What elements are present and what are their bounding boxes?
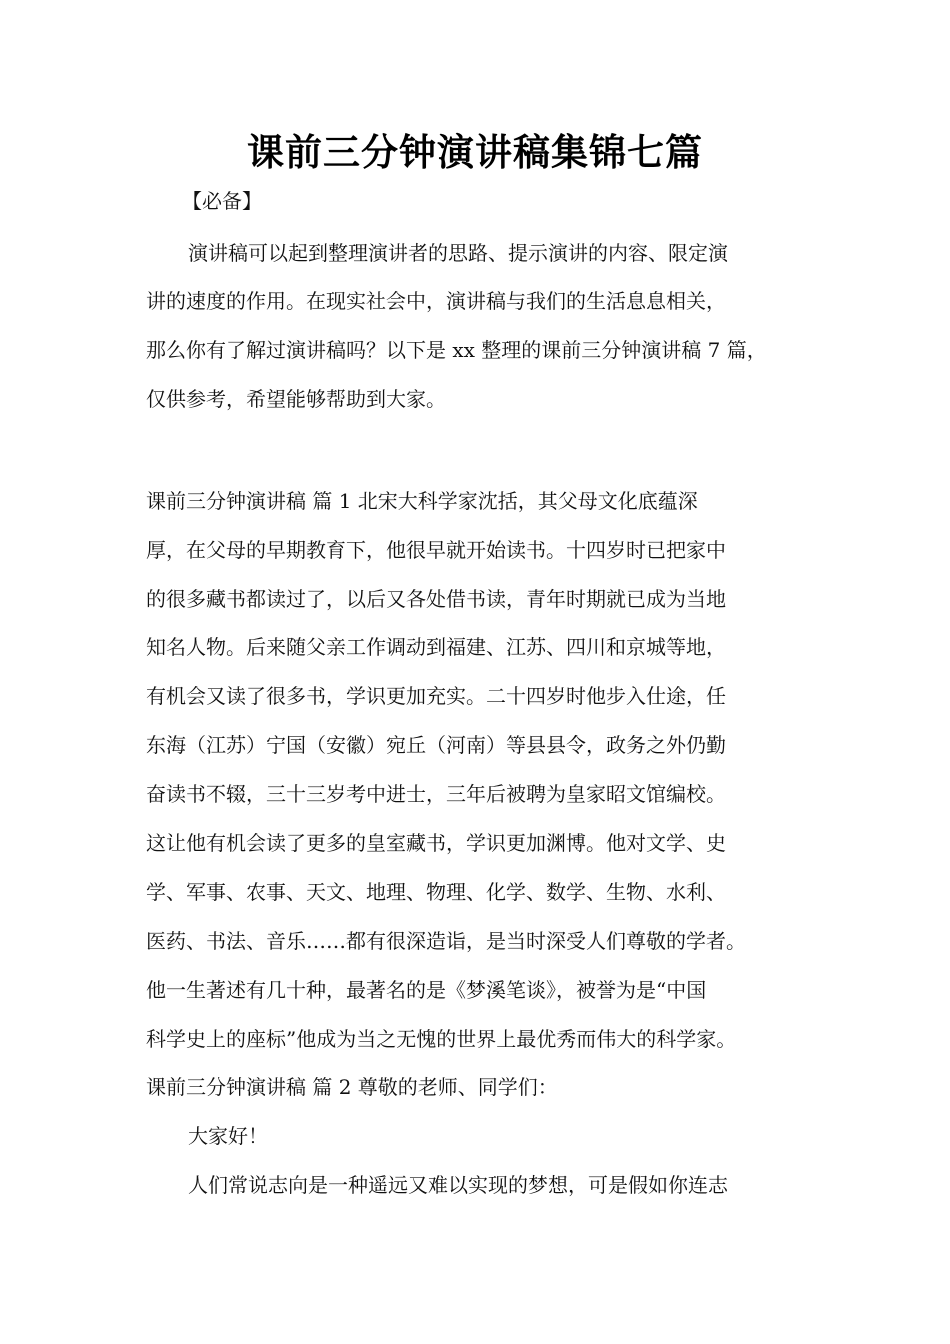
article1-line-4: 知名人物。后来随父亲工作调动到福建、江苏、四川和京城等地， [146, 635, 726, 659]
article1-line-1: 课前三分钟演讲稿 篇 1 北宋大科学家沈括，其父母文化底蕴深 [146, 489, 698, 513]
intro-line-4: 仅供参考，希望能够帮助到大家。 [146, 387, 446, 411]
article1-line-3: 的很多藏书都读过了，以后又各处借书读，青年时期就已成为当地 [146, 587, 726, 611]
article1-line-7: 奋读书不辍，三十三岁考中进士，三年后被聘为皇家昭文馆编校。 [146, 782, 726, 806]
intro-line-1: 演讲稿可以起到整理演讲者的思路、提示演讲的内容、限定演 [188, 241, 728, 265]
intro-line-2: 讲的速度的作用。在现实社会中，演讲稿与我们的生活息息相关， [146, 289, 726, 313]
article1-line-8: 这让他有机会读了更多的皇室藏书，学识更加渊博。他对文学、史 [146, 831, 726, 855]
document-title: 课前三分钟演讲稿集锦七篇 [247, 131, 703, 174]
article1-line-11: 他一生著述有几十种，最著名的是《梦溪笔谈》，被誉为是“中国 [146, 978, 707, 1002]
article2-heading-line: 课前三分钟演讲稿 篇 2 尊敬的老师、同学们： [146, 1075, 558, 1099]
greeting-line: 大家好！ [188, 1124, 268, 1148]
article2-line-1: 人们常说志向是一种遥远又难以实现的梦想，可是假如你连志 [188, 1173, 728, 1197]
article1-line-2: 厚，在父母的早期教育下，他很早就开始读书。十四岁时已把家中 [146, 538, 726, 562]
article1-line-12: 科学史上的座标”他成为当之无愧的世界上最优秀而伟大的科学家。 [146, 1027, 737, 1051]
article1-line-6: 东海（江苏）宁国（安徽）宛丘（河南）等县县令，政务之外仍勤 [146, 733, 726, 757]
article1-line-5: 有机会又读了很多书，学识更加充实。二十四岁时他步入仕途，任 [146, 684, 726, 708]
article1-line-10: 医药、书法、音乐……都有很深造诣，是当时深受人们尊敬的学者。 [146, 929, 746, 953]
tag-label: 【必备】 [182, 189, 262, 213]
intro-line-3: 那么你有了解过演讲稿吗？以下是 xx 整理的课前三分钟演讲稿 7 篇， [146, 338, 767, 362]
article1-line-9: 学、军事、农事、天文、地理、物理、化学、数学、生物、水利、 [146, 880, 726, 904]
